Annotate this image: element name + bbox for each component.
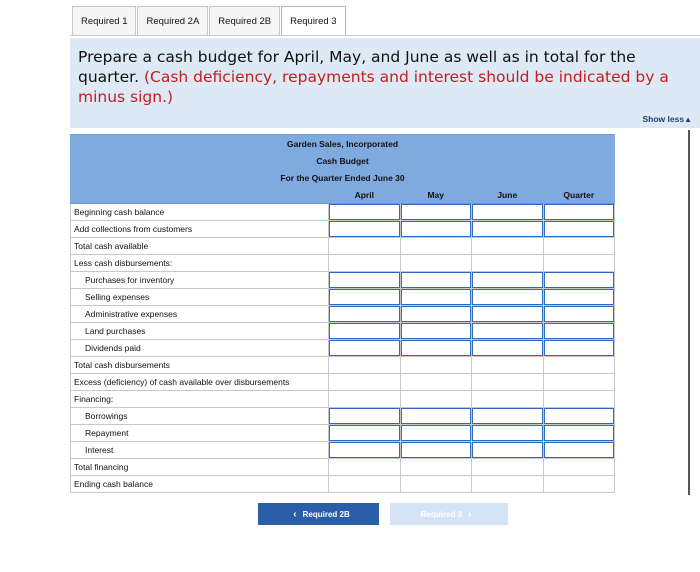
input-cell[interactable] (329, 340, 401, 357)
input-cell[interactable] (472, 289, 544, 306)
tab-required-2b[interactable]: Required 2B (209, 6, 280, 35)
column-header-label (71, 186, 329, 204)
table-row (71, 289, 615, 306)
column-header-june: June (472, 186, 544, 204)
input-cell[interactable] (329, 221, 401, 238)
value-cell (543, 374, 615, 391)
value-cell (400, 459, 472, 476)
show-less-label: Show less (642, 114, 685, 124)
value-cell (329, 357, 401, 374)
value-cell (472, 238, 544, 255)
row-label: Selling expenses (71, 289, 329, 306)
value-cell (400, 238, 472, 255)
input-cell[interactable] (400, 425, 472, 442)
value-cell (543, 255, 615, 272)
row-label: Total cash disbursements (71, 357, 329, 374)
row-label: Ending cash balance (71, 476, 329, 493)
value-cell (400, 374, 472, 391)
value-cell (329, 476, 401, 493)
value-cell (472, 476, 544, 493)
row-label: Less cash disbursements: (71, 255, 329, 272)
input-cell[interactable] (472, 442, 544, 459)
value-cell (400, 476, 472, 493)
input-cell[interactable] (472, 340, 544, 357)
table-row (71, 476, 615, 493)
input-cell[interactable] (543, 289, 615, 306)
input-cell[interactable] (472, 204, 544, 221)
prev-button-label: Required 2B (302, 509, 350, 519)
table-row (71, 221, 615, 238)
input-cell[interactable] (400, 323, 472, 340)
input-cell[interactable] (329, 425, 401, 442)
row-label: Total cash available (71, 238, 329, 255)
input-cell[interactable] (329, 272, 401, 289)
table-title: Cash Budget (71, 152, 615, 169)
instruction-main: Prepare a cash budget for April, May, and June as well as in total for the quarter. (78, 48, 636, 86)
column-header-may: May (400, 186, 472, 204)
value-cell (329, 238, 401, 255)
show-less-link[interactable] (643, 114, 693, 124)
input-cell[interactable] (543, 221, 615, 238)
chevron-left-icon: ‹ (293, 508, 297, 520)
input-cell[interactable] (400, 289, 472, 306)
input-cell[interactable] (329, 306, 401, 323)
input-cell[interactable] (543, 272, 615, 289)
table-company-name: Garden Sales, Incorporated (71, 135, 615, 153)
input-cell[interactable] (472, 221, 544, 238)
input-cell[interactable] (329, 204, 401, 221)
scrollbar[interactable] (688, 130, 690, 495)
instruction-box (70, 38, 700, 128)
input-cell[interactable] (543, 442, 615, 459)
value-cell (400, 391, 472, 408)
value-cell (329, 255, 401, 272)
row-label: Repayment (71, 425, 329, 442)
next-button[interactable] (390, 503, 508, 525)
input-cell[interactable] (472, 306, 544, 323)
table-row (71, 204, 615, 221)
tab-bar (72, 6, 347, 36)
input-cell[interactable] (400, 204, 472, 221)
instruction-text (78, 47, 692, 107)
input-cell[interactable] (400, 306, 472, 323)
table-row (71, 374, 615, 391)
row-label: Borrowings (71, 408, 329, 425)
table-period: For the Quarter Ended June 30 (71, 169, 615, 186)
row-label: Administrative expenses (71, 306, 329, 323)
column-header-quarter: Quarter (543, 186, 615, 204)
input-cell[interactable] (543, 408, 615, 425)
value-cell (472, 459, 544, 476)
table-row (71, 391, 615, 408)
value-cell (329, 391, 401, 408)
next-button-label: Required 3 (420, 509, 462, 519)
value-cell (329, 374, 401, 391)
row-label: Beginning cash balance (71, 204, 329, 221)
table-row (71, 408, 615, 425)
value-cell (472, 391, 544, 408)
input-cell[interactable] (400, 221, 472, 238)
value-cell (329, 459, 401, 476)
input-cell[interactable] (472, 425, 544, 442)
input-cell[interactable] (400, 340, 472, 357)
tab-required-3[interactable]: Required 3 (281, 6, 345, 35)
tab-divider (70, 35, 700, 36)
table-row (71, 255, 615, 272)
input-cell[interactable] (543, 323, 615, 340)
table-row (71, 459, 615, 476)
row-label: Dividends paid (71, 340, 329, 357)
chevron-right-icon: › (468, 508, 472, 520)
row-label: Excess (deficiency) of cash available over disbursements (71, 374, 329, 391)
row-label: Financing: (71, 391, 329, 408)
triangle-up-icon: ▲ (684, 115, 692, 124)
value-cell (543, 238, 615, 255)
value-cell (543, 476, 615, 493)
tab-required-1[interactable]: Required 1 (72, 6, 136, 35)
input-cell[interactable] (329, 323, 401, 340)
input-cell[interactable] (329, 408, 401, 425)
row-label: Total financing (71, 459, 329, 476)
input-cell[interactable] (472, 408, 544, 425)
cash-budget-table (70, 134, 614, 493)
input-cell[interactable] (543, 204, 615, 221)
row-label: Purchases for inventory (71, 272, 329, 289)
value-cell (472, 255, 544, 272)
column-header-april: April (329, 186, 401, 204)
value-cell (543, 391, 615, 408)
row-label: Interest (71, 442, 329, 459)
input-cell[interactable] (472, 272, 544, 289)
input-cell[interactable] (543, 340, 615, 357)
tab-required-2a[interactable]: Required 2A (137, 6, 208, 35)
value-cell (472, 357, 544, 374)
value-cell (543, 459, 615, 476)
table-row (71, 442, 615, 459)
input-cell[interactable] (400, 442, 472, 459)
prev-button[interactable] (258, 503, 379, 525)
input-cell[interactable] (400, 408, 472, 425)
value-cell (472, 374, 544, 391)
table-row (71, 238, 615, 255)
table-row (71, 323, 615, 340)
row-label: Add collections from customers (71, 221, 329, 238)
row-label: Land purchases (71, 323, 329, 340)
table-row (71, 357, 615, 374)
input-cell[interactable] (329, 289, 401, 306)
table-row (71, 340, 615, 357)
value-cell (400, 255, 472, 272)
input-cell[interactable] (543, 425, 615, 442)
input-cell[interactable] (400, 272, 472, 289)
table-row (71, 425, 615, 442)
input-cell[interactable] (543, 306, 615, 323)
input-cell[interactable] (329, 442, 401, 459)
instruction-note: (Cash deficiency, repayments and interest should be indicated by a minus sign.) (78, 68, 669, 106)
table-row (71, 306, 615, 323)
value-cell (543, 357, 615, 374)
table-row (71, 272, 615, 289)
input-cell[interactable] (472, 323, 544, 340)
value-cell (400, 357, 472, 374)
